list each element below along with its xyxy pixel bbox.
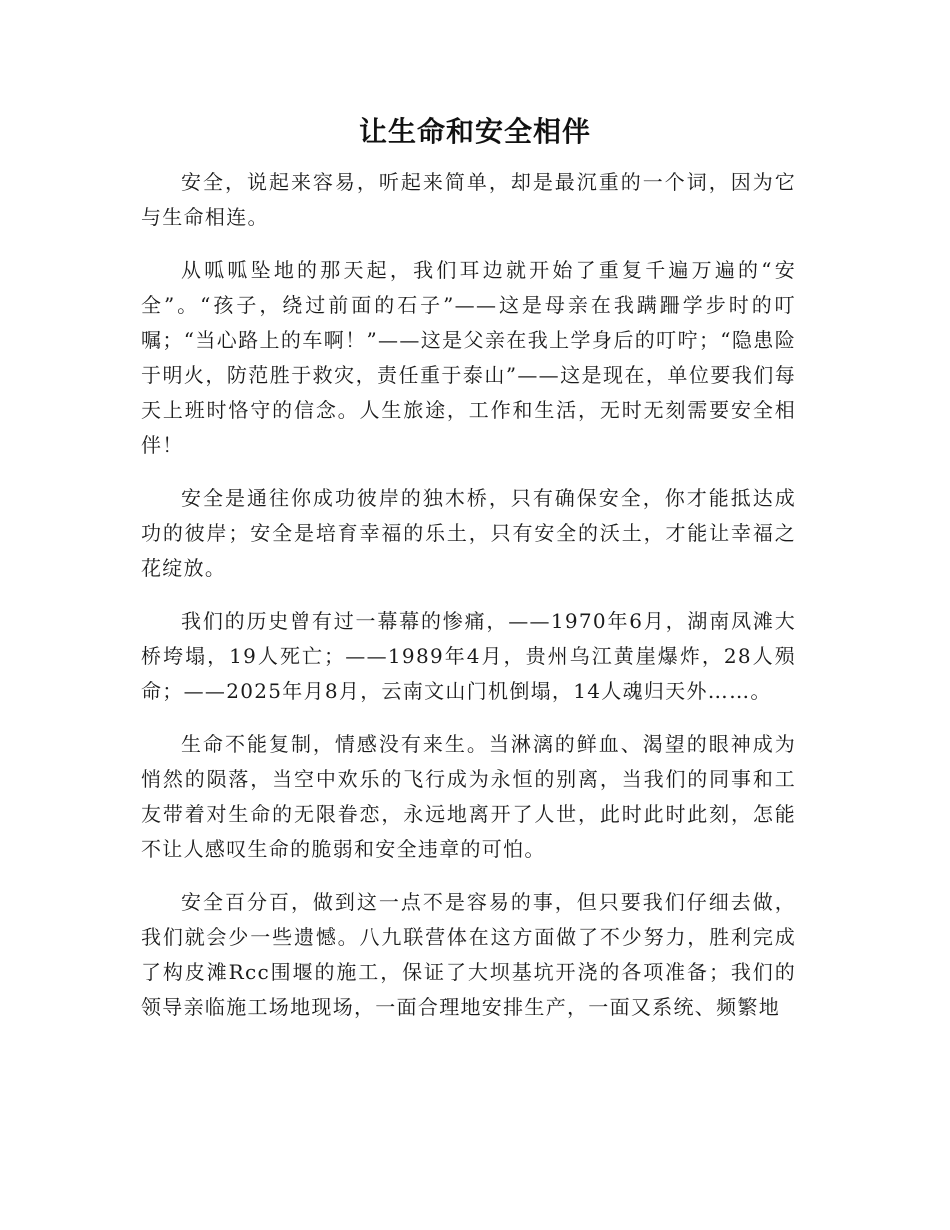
paragraph-1: 安全，说起来容易，听起来简单，却是最沉重的一个词，因为它与生命相连。 bbox=[141, 170, 796, 229]
paragraph-4: 我们的历史曾有过一幕幕的惨痛，——1970年6月，湖南凤滩大桥垮塌，19人死亡；——1989年4月，贵州乌江黄崖爆炸，28人殒命；——2025年月8月，云南文山门机倒塌，14人魂归天外……。 bbox=[141, 609, 796, 703]
paragraph-3: 安全是通往你成功彼岸的独木桥，只有确保安全，你才能抵达成功的彼岸；安全是培育幸福的乐土，只有安全的沃土，才能让幸福之花绽放。 bbox=[141, 486, 796, 580]
paragraph-6: 安全百分百，做到这一点不是容易的事，但只要我们仔细去做，我们就会少一些遗憾。八九联营体在这方面做了不少努力，胜利完成了构皮滩Rcc围堰的施工，保证了大坝基坑开浇的各项准备；我们的领导亲临施工场地现场，一面合理地安排生产，一面又系统、频繁地 bbox=[141, 890, 796, 1019]
paragraph-5: 生命不能复制，情感没有来生。当淋漓的鲜血、渴望的眼神成为悄然的陨落，当空中欢乐的飞行成为永恒的别离，当我们的同事和工友带着对生命的无限眷恋，永远地离开了人世，此时此时此刻，怎能不让人感叹生命的脆弱和安全违章的可怕。 bbox=[141, 732, 796, 861]
document-body bbox=[141, 165, 796, 1043]
paragraph-2: 从呱呱坠地的那天起，我们耳边就开始了重复千遍万遍的“安全”。“孩子，绕过前面的石子”——这是母亲在我蹒跚学步时的叮嘱；“当心路上的车啊！”——这是父亲在我上学身后的叮咛；“隐患险于明火，防范胜于救灾，责任重于泰山”——这是现在，单位要我们每天上班时恪守的信念。人生旅途，工作和生活，无时无刻需要安全相伴！ bbox=[141, 258, 796, 457]
document-title: 让生命和安全相伴 bbox=[358, 115, 591, 148]
